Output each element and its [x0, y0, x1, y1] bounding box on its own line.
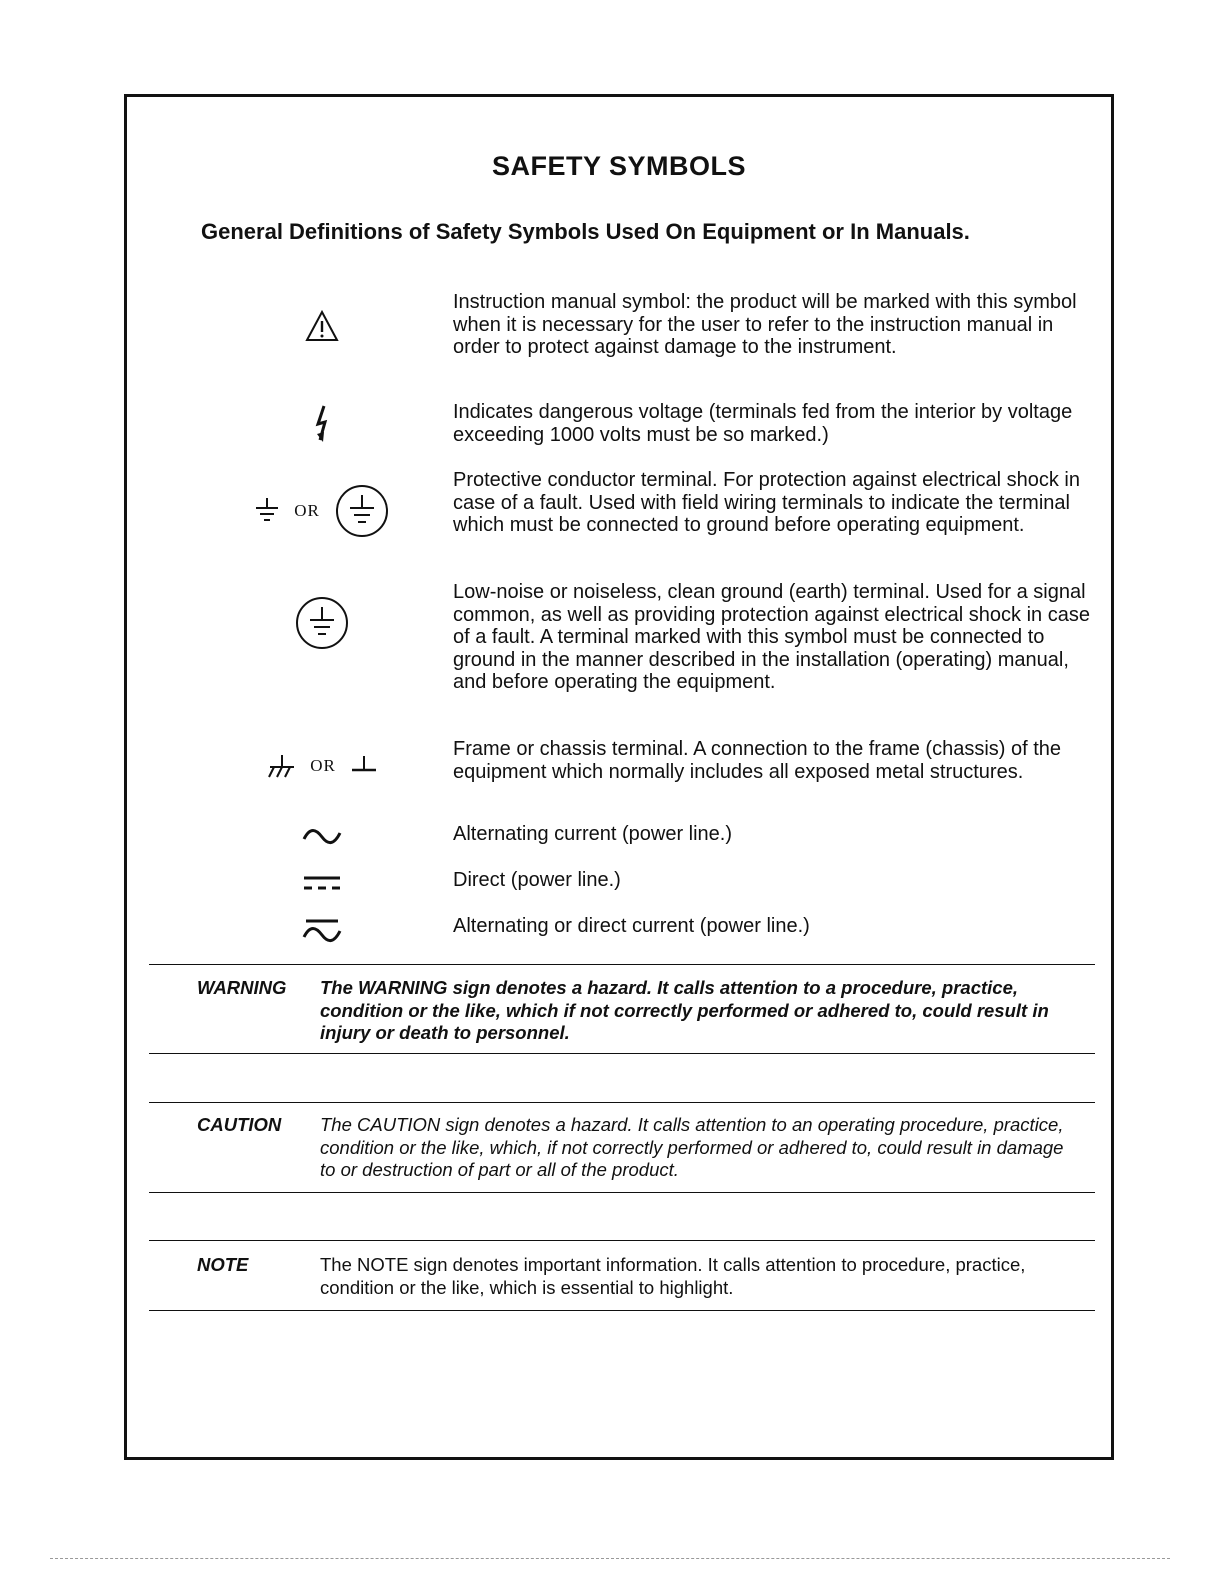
safety-symbols-panel [124, 94, 1114, 1460]
symbol-description: Alternating or direct current (power line.) [453, 915, 810, 937]
clean-ground-icon [227, 593, 417, 653]
caution-text: The CAUTION sign denotes a hazard. It calls attention to an operating procedure, practice, condition or the like, which, if not correctly performed or adhered to, could result in damage to or destruction of part or all of the product. [320, 1114, 1064, 1180]
divider [149, 1102, 1095, 1103]
warning-triangle-icon [227, 301, 417, 351]
symbol-description: Protective conductor terminal. For protection against electrical shock in case of a fault. Used with field wiring terminals to indicate the terminal which must be connected to ground before operating equipment. [453, 469, 1080, 536]
frame-terminal-icon [350, 754, 378, 778]
lightning-bolt-icon [227, 401, 417, 446]
ground-icon [254, 496, 280, 526]
symbol-description: Low-noise or noiseless, clean ground (earth) terminal. Used for a signal common, as well as providing protection against electrical shock in case of a fault. A terminal marked with this symbol must be connected to ground in the manner described in the installation (operating) manual, and before operating the equipment. [453, 581, 1090, 693]
ac-dc-icon [227, 915, 417, 949]
symbol-description: Frame or chassis terminal. A connection to the frame (chassis) of the equipment which normally includes all exposed metal structures. [453, 738, 1062, 783]
symbol-description: Instruction manual symbol: the product will be marked with this symbol when it is necessary for the user to refer to the instruction manual in order to protect against damage to the instrument. [453, 291, 1077, 358]
warning-label: WARNING [197, 977, 287, 998]
divider [149, 1053, 1095, 1054]
divider [149, 1240, 1095, 1241]
chassis-ground-icon [266, 753, 296, 779]
protective-ground-icon [334, 483, 390, 539]
symbol-description: Indicates dangerous voltage (terminals fed from the interior by voltage exceeding 1000 volts must be so marked.) [453, 401, 1073, 446]
divider [149, 964, 1095, 965]
divider [149, 1310, 1095, 1311]
caution-label: CAUTION [197, 1114, 282, 1135]
note-label: NOTE [197, 1254, 249, 1275]
note-text: The NOTE sign denotes important information. It calls attention to procedure, practice, condition or the like, which is essential to highlight. [320, 1254, 1026, 1298]
symbol-description: Direct (power line.) [453, 869, 621, 891]
scan-edge-line [50, 1558, 1170, 1559]
dc-icon [227, 869, 417, 897]
or-label: OR [294, 501, 320, 520]
protective-ground-symbols [227, 481, 417, 541]
chassis-ground-symbols [227, 746, 417, 786]
page-title: SAFETY SYMBOLS [491, 151, 747, 181]
divider [149, 1192, 1095, 1193]
ac-icon [227, 823, 417, 851]
page-subtitle: General Definitions of Safety Symbols Used On Equipment or In Manuals. [201, 219, 970, 244]
symbol-description: Alternating current (power line.) [453, 823, 733, 845]
warning-text: The WARNING sign denotes a hazard. It calls attention to a procedure, practice, condition or the like, which if not correctly performed or adhered to, could result in injury or death to personnel. [320, 977, 1049, 1043]
or-label: OR [310, 756, 336, 775]
